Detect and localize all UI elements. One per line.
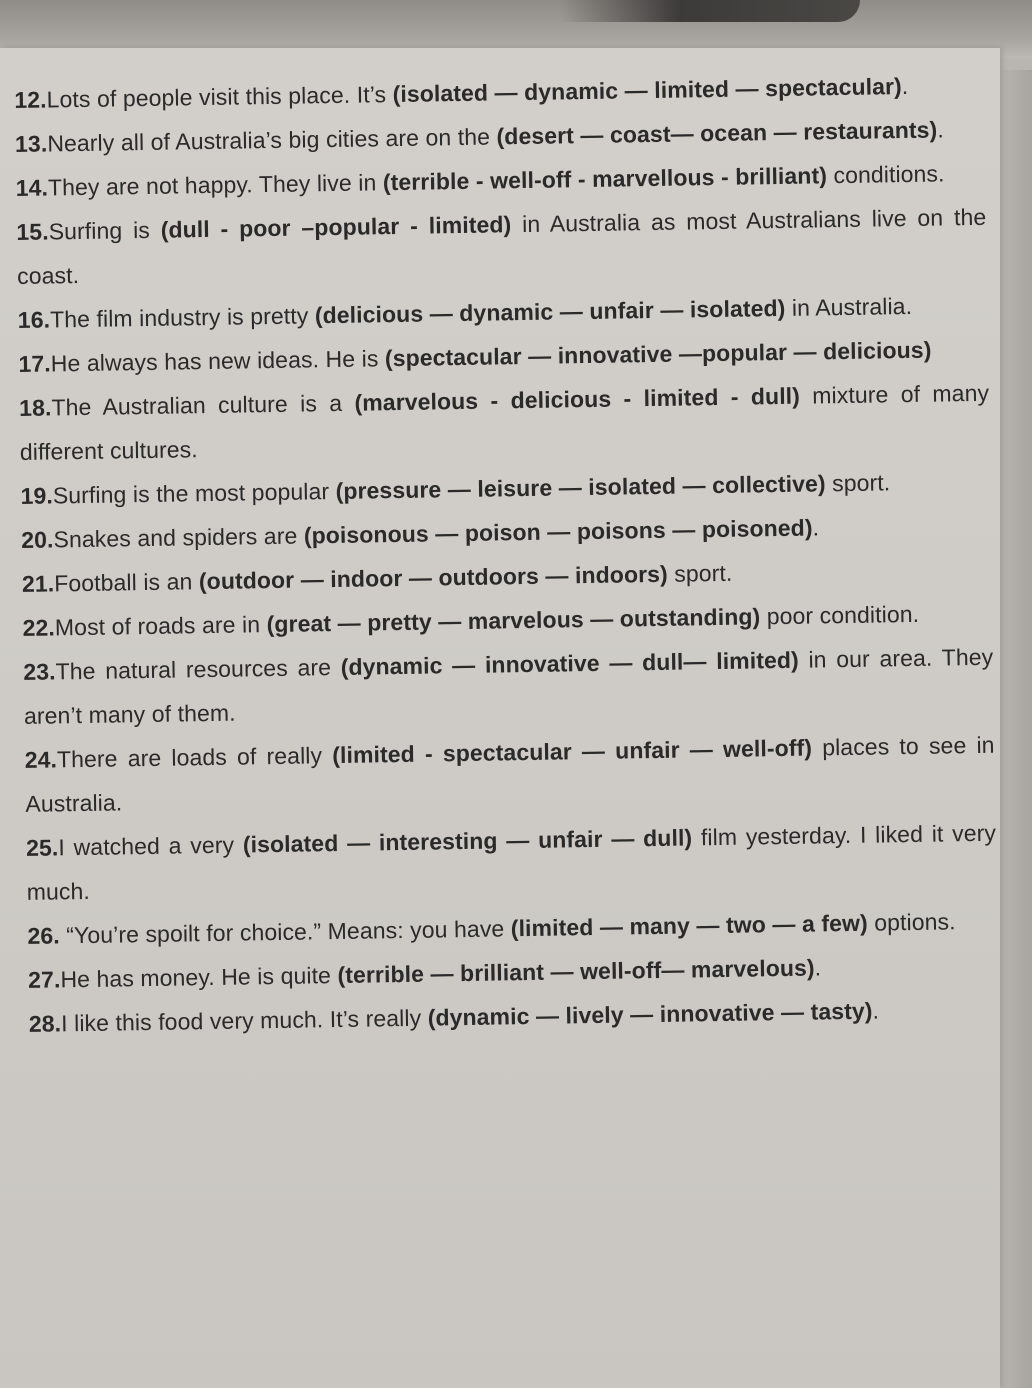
question-text: He always has new ideas. He is xyxy=(50,345,386,377)
question-number: 24. xyxy=(24,746,58,773)
question-text: I like this food very much. It’s really xyxy=(60,1004,428,1037)
question-list xyxy=(14,63,999,1046)
question-text-end: mixture of many different cultures. xyxy=(19,379,990,465)
answer-options: (dynamic — innovative — dull— limited) xyxy=(340,646,799,680)
question-text: Snakes and spiders are xyxy=(53,522,305,553)
question-text: They are not happy. They live in xyxy=(47,169,384,201)
question-text-end: conditions. xyxy=(826,160,945,189)
question-number: 14. xyxy=(15,174,49,201)
answer-options: (delicious — dynamic — unfair — isolated) xyxy=(314,294,786,329)
question-text: I watched a very xyxy=(58,831,244,861)
question-number: 19. xyxy=(20,482,54,509)
question-number: 18. xyxy=(18,394,52,421)
question-number: 26. xyxy=(27,922,60,949)
question-text-end: poor condition. xyxy=(760,600,920,630)
question-number: 15. xyxy=(16,218,49,245)
answer-options: (outdoor — indoor — outdoors — indoors) xyxy=(198,560,668,595)
question-text-end: options. xyxy=(867,908,956,936)
question-text: Most of roads are in xyxy=(54,611,267,641)
question-text-end: places to see in Australia. xyxy=(25,731,995,817)
question-number: 16. xyxy=(17,306,51,333)
question-text: He has money. He is quite xyxy=(60,962,338,993)
question-text: Nearly all of Australia’s big cities are on the xyxy=(47,123,497,157)
question-number: 12. xyxy=(14,86,47,113)
question-text: The Australian culture is a xyxy=(51,389,355,421)
question-text-end: sport. xyxy=(667,559,733,587)
answer-options: (poisonous — poison — poisons — poisoned) xyxy=(303,514,813,549)
question-text: Football is an xyxy=(54,568,200,597)
answer-options: (limited - spectacular — unfair — well-off) xyxy=(332,734,813,769)
question-text-end: . xyxy=(814,954,822,981)
question-text-end: . xyxy=(937,116,945,143)
question-23 xyxy=(23,635,994,738)
question-text: The film industry is pretty xyxy=(49,302,316,333)
question-number: 23. xyxy=(23,658,56,685)
answer-options: (spectacular — innovative —popular — delicious) xyxy=(384,336,932,372)
answer-options: (dull - poor –popular - limited) xyxy=(160,211,512,243)
question-text: The natural resources are xyxy=(55,653,341,685)
answer-options: (terrible - well-off - marvellous - brilliant) xyxy=(382,162,828,196)
question-number: 20. xyxy=(21,526,54,553)
book-cover-shadow xyxy=(560,0,860,22)
question-text-end: in Australia. xyxy=(785,292,913,321)
question-text: “You’re spoilt for choice.” Means: you have xyxy=(59,915,512,949)
answer-options: (dynamic — lively — innovative — tasty) xyxy=(427,997,873,1031)
answer-options: (marvelous - delicious - limited - dull) xyxy=(354,382,801,416)
question-number: 27. xyxy=(27,966,61,993)
answer-options: (limited — many — two — a few) xyxy=(510,909,868,942)
question-text-end: . xyxy=(872,997,880,1024)
answer-options: (desert — coast— ocean — restaurants) xyxy=(496,116,938,150)
question-number: 13. xyxy=(14,130,48,157)
question-text-end: . xyxy=(812,514,820,541)
question-18 xyxy=(19,371,990,474)
question-text-end: in Australia as most Australians live on the coast. xyxy=(16,203,987,289)
answer-options: (great — pretty — marvelous — outstanding) xyxy=(266,603,761,638)
question-text: Lots of people visit this place. It’s xyxy=(46,81,393,113)
question-text-end: sport. xyxy=(825,469,891,497)
question-15 xyxy=(16,195,987,298)
question-text-end: in our area. They aren’t many of them. xyxy=(23,643,994,729)
question-text: Surfing is the most popular xyxy=(52,478,336,509)
question-number: 22. xyxy=(22,614,56,641)
question-text: Surfing is xyxy=(48,216,161,245)
answer-options: (terrible — brilliant — well-off— marvelous) xyxy=(337,954,815,989)
answer-options: (pressure — leisure — isolated — collective) xyxy=(335,470,826,504)
answer-options: (isolated — interesting — unfair — dull) xyxy=(242,824,693,858)
question-number: 25. xyxy=(25,834,59,861)
question-number: 17. xyxy=(18,350,51,377)
question-text-end: film yesterday. I liked it very much. xyxy=(26,819,997,905)
question-25 xyxy=(26,811,997,914)
question-text-end: . xyxy=(901,72,909,100)
question-number: 21. xyxy=(21,570,55,597)
answer-options: (isolated — dynamic — limited — spectacular) xyxy=(392,73,903,108)
question-number: 28. xyxy=(28,1010,62,1037)
question-24 xyxy=(24,723,995,826)
question-text: There are loads of really xyxy=(56,742,333,773)
